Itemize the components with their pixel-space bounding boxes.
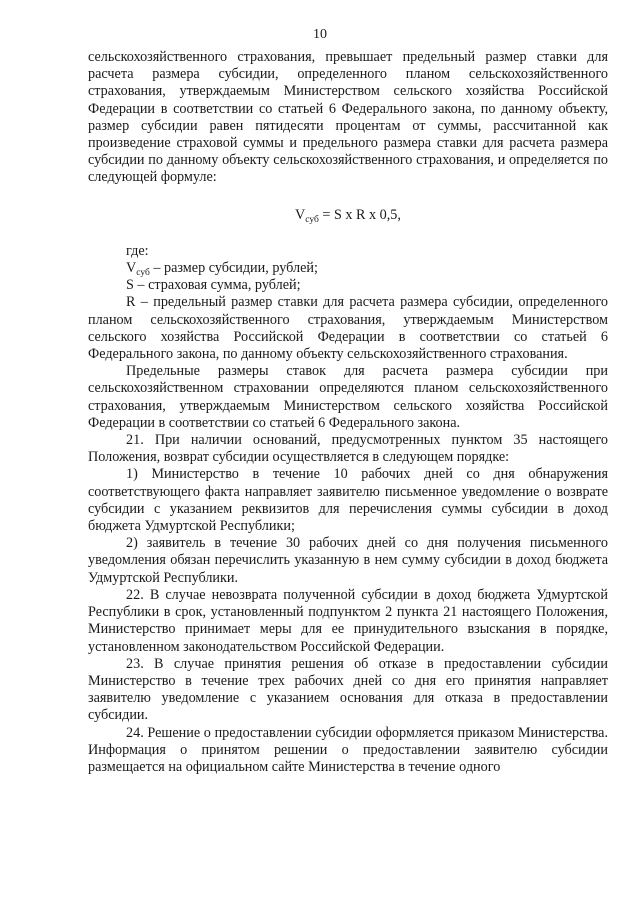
paragraph-limits-part2: сельскохозяйственного страхования, утверждаемым Министерством сельского хозяйства Российской Федерации в соответствии со статьей 6 Федерального закона. <box>88 380 609 431</box>
definition-v-text: – размер субсидии, рублей; <box>149 260 318 277</box>
page-number: 10 <box>313 27 327 42</box>
definition-r: R – предельный размер ставки для расчета размера субсидии, определенного планом сельскохозяйственного страхования, утверждаемым Министерством сельского хозяйства Российской Федерации в соответствии со статьей 6 Федерального закона, по данному объекту сельскохозяйственного страхования. <box>88 294 608 363</box>
paragraph-22-part2: принудительного взыскания в порядке, установленном законодательством Российской Федерации. <box>88 621 609 655</box>
formula-expression: = S x R x 0,5, <box>318 206 401 223</box>
formula-symbol-v: V <box>295 206 306 223</box>
paragraph-22-part1: 22. В случае невозврата полученной субсидии в доход бюджета Удмуртской Республики в срок, установленный подпунктом 2 пункта 21 настоящего Положения, Министерство принимает меры для ее <box>88 586 608 638</box>
formula-subscript: суб <box>305 214 319 225</box>
paragraph-intro: сельскохозяйственного страхования, превышает предельный размер ставки для расчета размера субсидии, определенного планом сельскохозяйственного страхования, утверждаемым Министерством сельского хозяйства Российской Федерации в соответствии со статьей 6 Федерального закона, по данному объекту, размер субсидии равен пятидесяти процентам от суммы, рассчитанной как произведение страховой суммы и предельного размера ставки для расчета размера субсидии по данному объекту сельскохозяйственного страхования, и определяется по следующей формуле: <box>88 49 608 186</box>
paragraph-22 <box>88 587 608 656</box>
paragraph-24: 24. Решение о предоставлении субсидии оформляется приказом Министерства. Информация о принятом решении о предоставлении заявителю субсидии размещается на официальном сайте Министерства в течение одного <box>88 724 608 775</box>
definition-v <box>88 260 608 277</box>
paragraph-23: 23. В случае принятия решения об отказе в предоставлении субсидии Министерство в течение трех рабочих дней со дня его принятия направляет заявителю уведомление с указанием основания для отказа в предоставлении субсидии. <box>88 655 608 724</box>
paragraph-21-item-2: 2) заявитель в течение 30 рабочих дней со дня получения письменного уведомления обязан перечислить указанную в нем сумму субсидии в доход бюджета Удмуртской Республики. <box>88 535 608 586</box>
paragraph-limits-part1: Предельные размеры ставок для расчета размера субсидии при сельскохозяйственном страховании определяются планом <box>88 363 608 397</box>
subsidy-formula <box>88 207 608 224</box>
paragraph-limits <box>88 363 608 432</box>
definition-v-subscript: суб <box>136 268 150 279</box>
definition-s: S – страховая сумма, рублей; <box>126 277 301 294</box>
where-label: где: <box>126 242 149 259</box>
paragraph-21: 21. При наличии оснований, предусмотренных пунктом 35 настоящего Положения, возврат субсидии осуществляется в следующем порядке: <box>88 432 608 466</box>
paragraph-21-item-1: 1) Министерство в течение 10 рабочих дней со дня обнаружения соответствующего факта направляет заявителю письменное уведомление о возврате субсидии с указанием реквизитов для перечисления суммы субсидии в доход бюджета Удмуртской Республики; <box>88 466 608 535</box>
document-body <box>88 49 608 776</box>
definition-v-symbol: V <box>126 260 137 277</box>
